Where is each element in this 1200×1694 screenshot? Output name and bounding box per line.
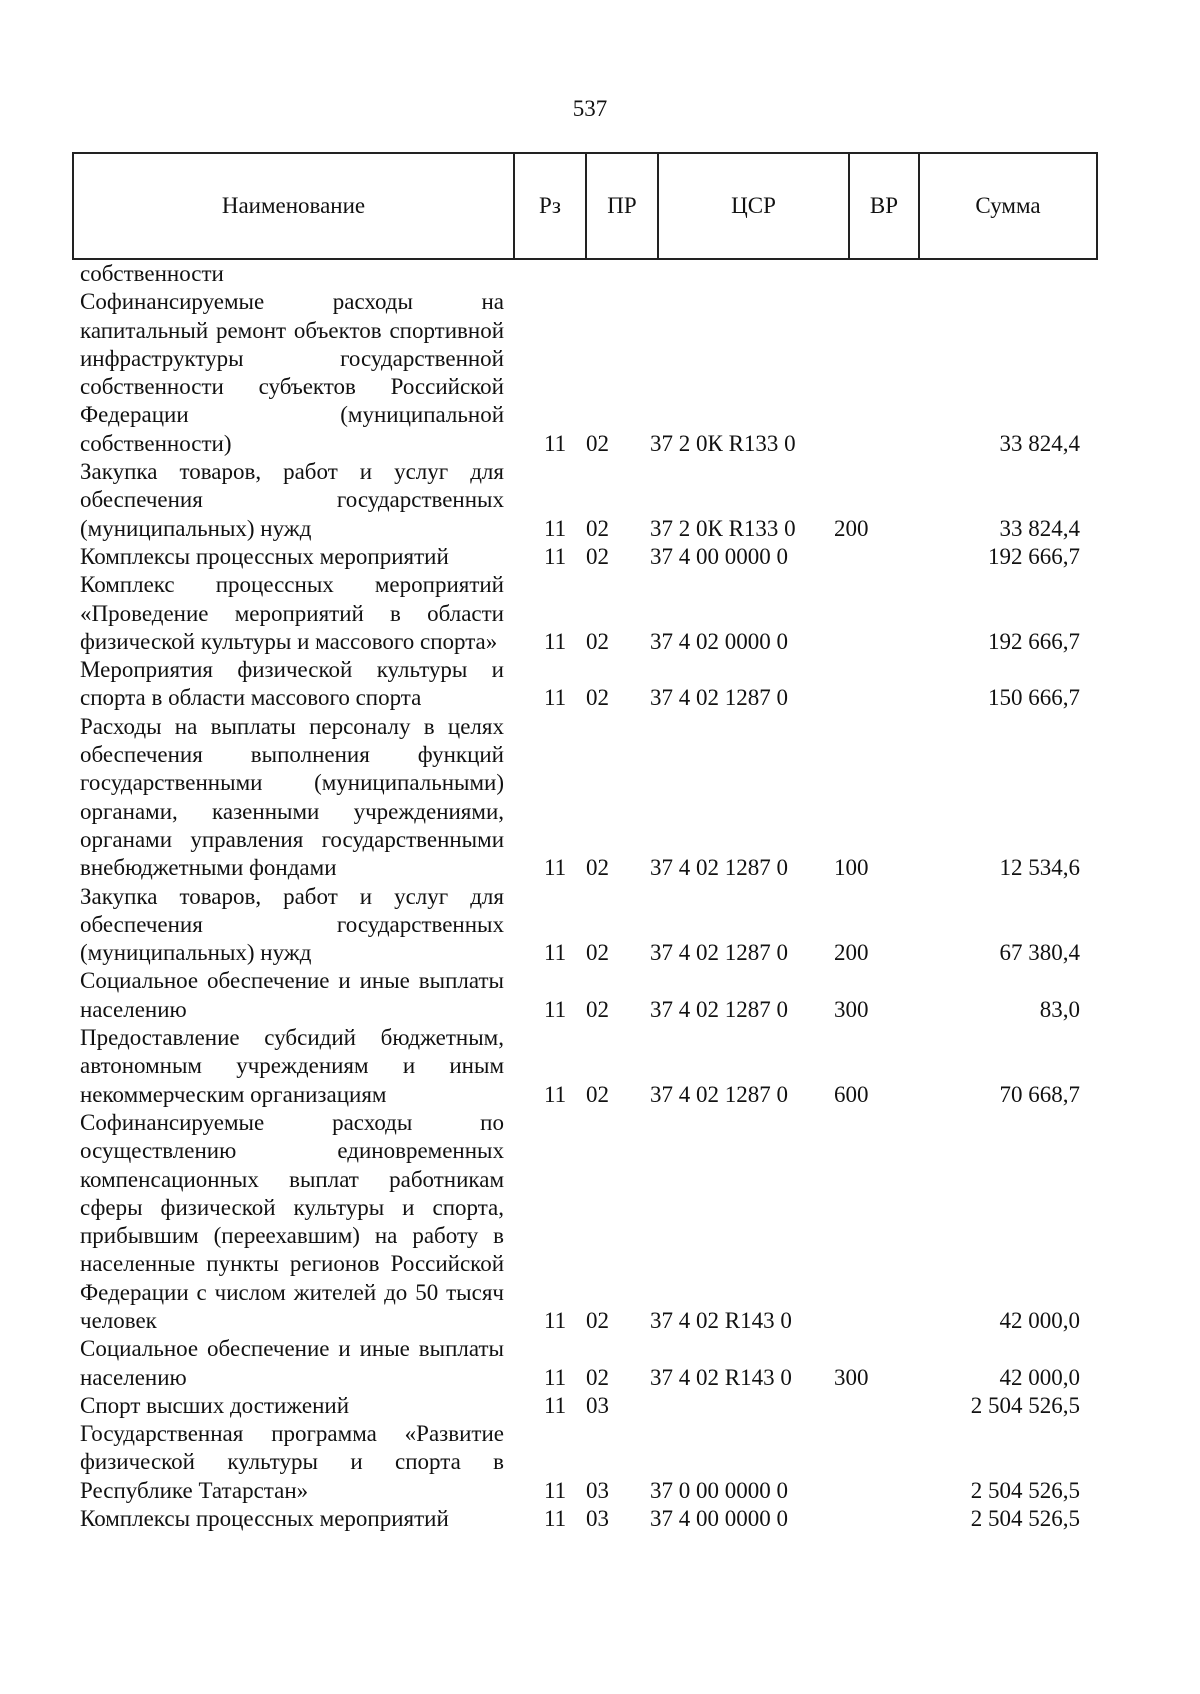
row-vr: 100 — [834, 855, 869, 881]
header-vr: ВР — [850, 154, 920, 258]
row-name: Закупка товаров, работ и услуг для обеспечения государственных (муниципальных) нужд — [80, 883, 504, 966]
row-csr: 37 2 0К R133 0 — [650, 430, 796, 456]
row-rz: 11 — [544, 855, 567, 881]
row-sum: 12 534,6 — [999, 855, 1080, 881]
row-pr: 02 — [586, 543, 609, 569]
header-name: Наименование — [74, 154, 515, 258]
table-row — [80, 543, 1120, 571]
row-csr: 37 4 02 1287 0 — [650, 685, 788, 711]
row-rz: 11 — [544, 940, 567, 966]
row-vr: 300 — [834, 1364, 869, 1390]
page-number: 537 — [572, 96, 608, 121]
row-sum: 42 000,0 — [999, 1364, 1080, 1390]
table-row — [80, 967, 1120, 1024]
row-rz: 11 — [544, 628, 567, 654]
row-name: Социальное обеспечение и иные выплаты населению — [80, 1336, 504, 1390]
row-pr: 02 — [586, 1364, 609, 1390]
row-pr: 02 — [586, 685, 609, 711]
row-sum: 2 504 526,5 — [970, 1477, 1080, 1503]
row-rz: 11 — [544, 1477, 567, 1503]
row-pr: 03 — [586, 1392, 609, 1418]
row-name: Государственная программа «Развитие физической культуры и спорта в Республике Татарстан» — [80, 1421, 504, 1503]
row-sum: 2 504 526,5 — [970, 1392, 1080, 1418]
table-row — [80, 713, 1120, 883]
row-csr: 37 4 02 1287 0 — [650, 940, 788, 966]
row-csr: 37 4 02 R143 0 — [650, 1364, 792, 1390]
row-name: Социальное обеспечение и иные выплаты населению — [80, 968, 504, 1022]
table-row — [80, 288, 1120, 458]
row-vr: 300 — [834, 996, 869, 1022]
row-name: Комплекс процессных мероприятий «Проведение мероприятий в области физической культуры и массового спорта» — [80, 572, 504, 654]
row-name: Спорт высших достижений — [80, 1392, 350, 1418]
row-csr: 37 4 00 0000 0 — [650, 543, 788, 569]
row-rz: 11 — [544, 1392, 567, 1418]
row-name: Закупка товаров, работ и услуг для обеспечения государственных (муниципальных) нужд — [80, 459, 504, 541]
row-rz: 11 — [544, 1081, 567, 1107]
row-csr: 37 4 00 0000 0 — [650, 1506, 788, 1532]
row-sum: 2 504 526,5 — [970, 1506, 1080, 1532]
row-sum: 83,0 — [1039, 996, 1080, 1022]
row-sum: 33 824,4 — [999, 515, 1080, 541]
header-pr: ПР — [587, 154, 659, 258]
row-csr: 37 4 02 1287 0 — [650, 1081, 788, 1107]
row-rz: 11 — [544, 1364, 567, 1390]
row-name: Комплексы процессных мероприятий — [80, 543, 449, 569]
row-sum: 70 668,7 — [999, 1081, 1080, 1107]
table-row — [80, 1392, 1120, 1420]
row-rz: 11 — [544, 996, 567, 1022]
row-sum: 192 666,7 — [988, 628, 1080, 654]
row-name: Предоставление субсидий бюджетным, автономным учреждениям и иным некоммерческим организациям — [80, 1025, 504, 1107]
header-sum: Сумма — [975, 193, 1041, 218]
row-pr: 03 — [586, 1506, 609, 1532]
table-row — [80, 1420, 1120, 1505]
table-row — [80, 656, 1120, 713]
row-rz: 11 — [544, 430, 567, 456]
row-sum: 33 824,4 — [999, 430, 1080, 456]
table-row — [80, 1505, 1120, 1533]
table-row — [80, 458, 1120, 543]
table-row — [80, 1335, 1120, 1392]
row-pr: 03 — [586, 1477, 609, 1503]
row-pr: 02 — [586, 996, 609, 1022]
row-sum: 150 666,7 — [988, 685, 1080, 711]
row-name: Софинансируемые расходы на капитальный ремонт объектов спортивной инфраструктуры государственной собственности субъектов Российской Федерации (муниципальной собственности) — [80, 289, 504, 456]
header-csr: ЦСР — [659, 154, 850, 258]
row-sum: 192 666,7 — [988, 543, 1080, 569]
row-rz: 11 — [544, 685, 567, 711]
row-name: Мероприятия физической культуры и спорта в области массового спорта — [80, 657, 504, 711]
table-row — [80, 1109, 1120, 1335]
row-rz: 11 — [544, 1307, 567, 1333]
row-name: Расходы на выплаты персоналу в целях обеспечения выполнения функций государственными (муниципальными) органами, казенными учреждениями, органами управления государственными внебюджетными фондами — [80, 713, 504, 881]
row-pr: 02 — [586, 1307, 609, 1333]
row-csr: 37 4 02 R143 0 — [650, 1307, 792, 1333]
row-csr: 37 4 02 0000 0 — [650, 628, 788, 654]
row-csr: 37 2 0К R133 0 — [650, 515, 796, 541]
row-pr: 02 — [586, 430, 609, 456]
row-rz: 11 — [544, 543, 567, 569]
row-pr: 02 — [586, 940, 609, 966]
row-vr: 600 — [834, 1081, 869, 1107]
row-name: Комплексы процессных мероприятий — [80, 1506, 449, 1532]
row-rz: 11 — [544, 1506, 567, 1532]
row-csr: 37 4 02 1287 0 — [650, 855, 788, 881]
row-pr: 02 — [586, 515, 609, 541]
table-body — [80, 260, 1120, 1533]
row-csr: 37 0 00 0000 0 — [650, 1477, 788, 1503]
table-row — [80, 260, 1120, 288]
row-name: Софинансируемые расходы по осуществлению единовременных компенсационных выплат работникам сферы физической культуры и спорта, прибывшим (переехавшим) на работу в населенные пункты регионов Российской Федерации с числом жителей до 50 тысяч человек — [80, 1109, 504, 1333]
row-rz: 11 — [544, 515, 567, 541]
header-rz: Рз — [515, 154, 587, 258]
row-pr: 02 — [586, 1081, 609, 1107]
row-csr: 37 4 02 1287 0 — [650, 996, 788, 1022]
row-vr: 200 — [834, 515, 869, 541]
row-name: собственности — [80, 261, 224, 286]
table-row — [80, 1024, 1120, 1109]
row-sum: 42 000,0 — [999, 1307, 1080, 1333]
row-pr: 02 — [586, 855, 609, 881]
row-vr: 200 — [834, 940, 869, 966]
row-sum: 67 380,4 — [999, 940, 1080, 966]
table-header — [72, 152, 1098, 260]
table-row — [80, 883, 1120, 968]
row-pr: 02 — [586, 628, 609, 654]
table-row — [80, 571, 1120, 656]
